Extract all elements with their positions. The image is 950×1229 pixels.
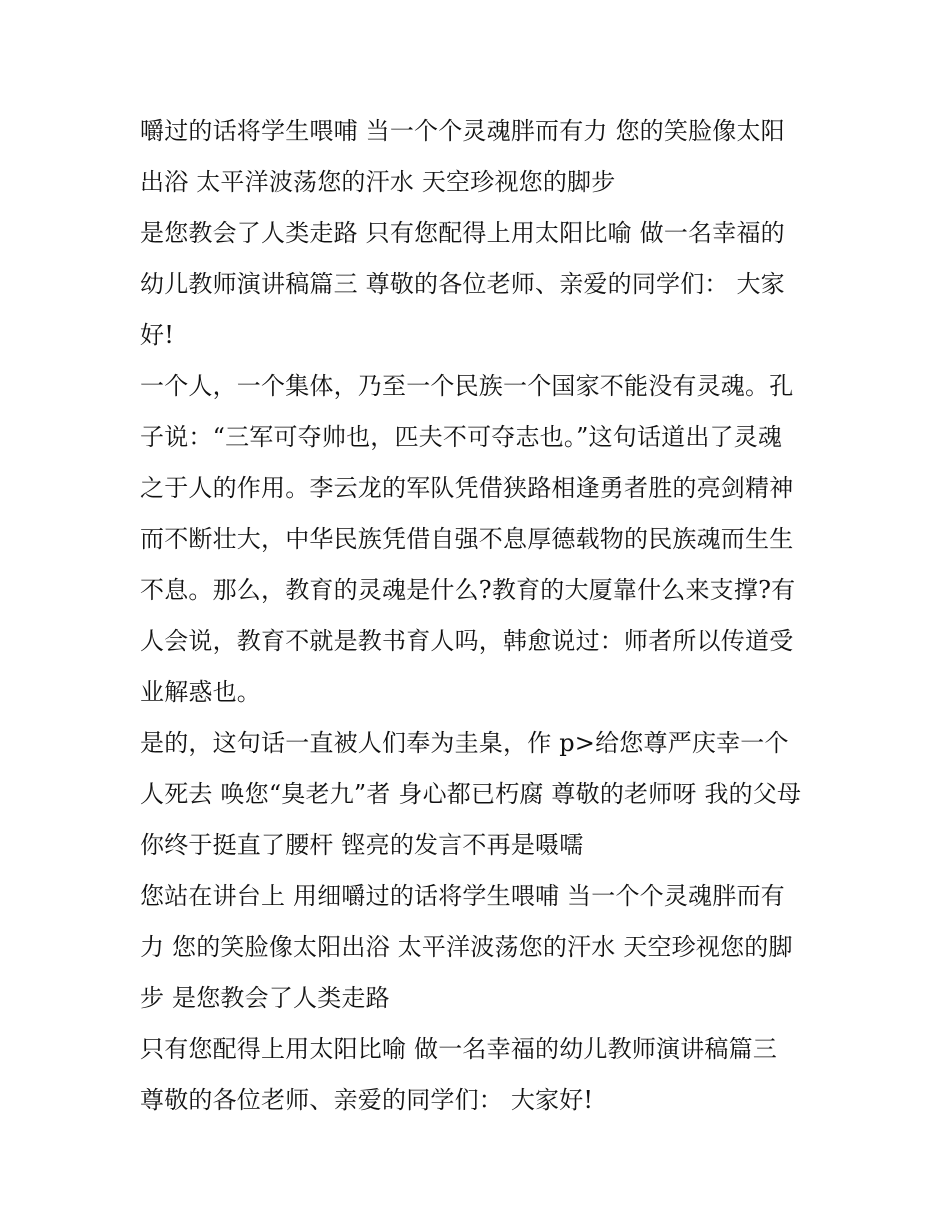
text-line: 而不断壮大，中华民族凭借自强不息厚德载物的民族魂而生生 — [140, 525, 794, 553]
text-line: 子说：“三军可夺帅也，匹夫不可夺志也。”这句话道出了灵魂 — [140, 423, 783, 451]
text-line: 是您教会了人类走路 只有您配得上用太阳比喻 做一名幸福的 — [140, 219, 785, 247]
text-line: 尊敬的各位老师、亲爱的同学们： 大家好! — [140, 1086, 594, 1114]
text-line: 是的，这句话一直被人们奉为圭臬，作 p>给您尊严庆幸一个 — [140, 729, 789, 757]
document-body — [140, 106, 820, 1126]
text-line: 幼儿教师演讲稿篇三 尊敬的各位老师、亲爱的同学们： 大家 — [140, 270, 785, 298]
text-line: 好! — [140, 321, 175, 349]
text-line: 您站在讲台上 用细嚼过的话将学生喂哺 当一个个灵魂胖而有 — [140, 882, 785, 910]
text-line: 力 您的笑脸像太阳出浴 太平洋波荡您的汗水 天空珍视您的脚 — [140, 933, 793, 961]
text-line: 嚼过的话将学生喂哺 当一个个灵魂胖而有力 您的笑脸像太阳 — [140, 117, 785, 145]
text-line: 一个人，一个集体，乃至一个民族一个国家不能没有灵魂。孔 — [140, 372, 794, 400]
text-line: 之于人的作用。李云龙的军队凭借狭路相逢勇者胜的亮剑精神 — [140, 474, 794, 502]
text-line: 业解惑也。 — [140, 678, 261, 706]
text-line: 出浴 太平洋波荡您的汗水 天空珍视您的脚步 — [140, 168, 616, 196]
text-line: 步 是您教会了人类走路 — [140, 984, 390, 1012]
text-line: 你终于挺直了腰杆 铿亮的发言不再是嗫嚅 — [140, 831, 584, 859]
text-line: 不息。那么，教育的灵魂是什么?教育的大厦靠什么来支撑?有 — [140, 576, 796, 604]
text-line: 只有您配得上用太阳比喻 做一名幸福的幼儿教师演讲稿篇三 — [140, 1035, 778, 1063]
text-line: 人会说，教育不就是教书育人吗，韩愈说过：师者所以传道受 — [140, 627, 794, 655]
text-line: 人死去 唤您“臭老九”者 身心都已朽腐 尊敬的老师呀 我的父母 — [140, 780, 802, 808]
